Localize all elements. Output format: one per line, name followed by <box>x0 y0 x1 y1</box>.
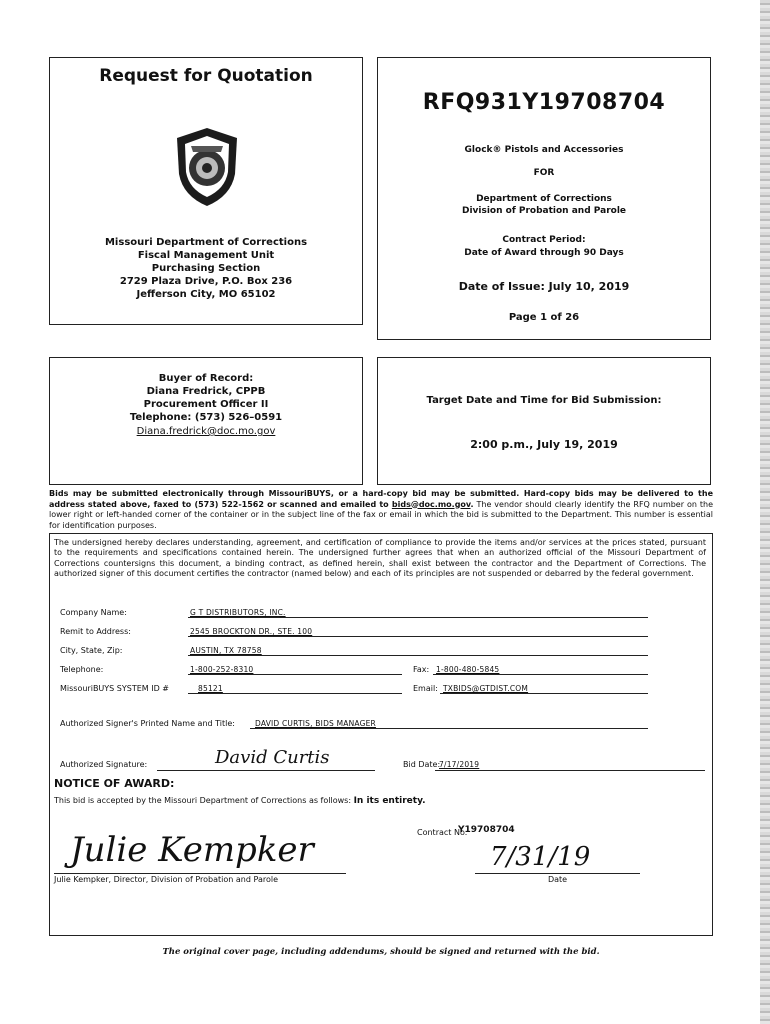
for-label: FOR <box>533 168 555 178</box>
sysid-value[interactable]: 85121 <box>198 684 223 693</box>
contract-period-label: Contract Period: <box>502 235 586 245</box>
department-line-1: Department of Corrections <box>476 194 612 204</box>
agency-line-5: Jefferson City, MO 65102 <box>136 289 276 300</box>
agency-line-2: Fiscal Management Unit <box>137 250 275 261</box>
email-value[interactable]: TXBIDS@GTDIST.COM <box>443 684 529 693</box>
buyer-name: Diana Fredrick, CPPB <box>146 386 266 397</box>
signer-label: Authorized Signer's Printed Name and Title: <box>60 719 235 728</box>
bid-date-line <box>435 770 705 771</box>
award-heading: NOTICE OF AWARD: <box>54 777 175 790</box>
company-label: Company Name: <box>60 608 127 617</box>
buyer-box <box>49 357 363 485</box>
rfq-number: RFQ931Y19708704 <box>422 90 666 115</box>
signer-line <box>250 728 648 729</box>
award-date-caption: Date <box>547 875 568 884</box>
instructions-normal: The vendor should clearly identify the RFQ number on the lower right or left-handed corner of the container or in the subject line of the fax or email in which the bid is submitted to the Department. This number is essential for identification purposes. <box>49 499 714 530</box>
buyer-email-link[interactable]: Diana.fredrick@doc.mo.gov <box>136 426 276 437</box>
certification-box <box>49 533 713 936</box>
contract-no-label: Contract No. <box>417 828 468 837</box>
certification-text: The undersigned hereby declares understanding, agreement, and certification of compliance to provide the items and/or services at the prices stated, pursuant to the requirements and specifications contained herein. The undersigned further agrees that when an authorized official of the Missouri Department of Corrections countersigns this document, a binding contract, as defined herein, shall exist between the contractor and the Department of Corrections. The authorized signer of this document certifies the contractor (named below) and each of its principles are not suspended or debarred by the federal government. <box>54 538 706 578</box>
agency-line-4: 2729 Plaza Drive, P.O. Box 236 <box>119 276 293 287</box>
fax-label: Fax: <box>413 665 430 674</box>
phone-value[interactable]: 1-800-252-8310 <box>190 665 254 674</box>
award-accepted-value: In its entirety. <box>353 796 426 806</box>
sysid-label: MissouriBUYS SYSTEM ID # <box>60 684 169 693</box>
company-line <box>188 617 648 618</box>
remit-value[interactable]: 2545 BROCKTON DR., STE. 100 <box>190 627 313 636</box>
vendor-signature[interactable]: David Curtis <box>215 747 330 768</box>
product-name: Glock® Pistols and Accessories <box>464 145 624 155</box>
company-value[interactable]: G T DISTRIBUTORS, INC. <box>190 608 286 617</box>
signature-line <box>157 770 375 771</box>
buyer-label: Buyer of Record: <box>158 373 254 384</box>
signer-value[interactable]: DAVID CURTIS, BIDS MANAGER <box>255 719 376 728</box>
agency-line-1: Missouri Department of Corrections <box>104 237 308 248</box>
bids-email-link[interactable]: bids@doc.mo.gov <box>391 499 471 509</box>
footer-note: The original cover page, including addendums, should be signed and returned with the bid. <box>162 947 600 957</box>
rfq-box <box>377 57 711 340</box>
department-line-2: Division of Probation and Parole <box>461 206 627 216</box>
bid-date-value[interactable]: 7/17/2019 <box>439 760 480 769</box>
city-value[interactable]: AUSTIN, TX 78758 <box>190 646 262 655</box>
date-of-issue: Date of Issue: July 10, 2019 <box>458 280 630 293</box>
phone-line <box>188 674 402 675</box>
submission-datetime: 2:00 p.m., July 19, 2019 <box>470 438 618 451</box>
city-line <box>188 655 648 656</box>
email-label: Email: <box>413 684 438 693</box>
agency-box <box>49 57 363 325</box>
fax-value[interactable]: 1-800-480-5845 <box>436 665 500 674</box>
instructions-bold-1: Bids may be submitted electronically through MissouriBUYS, or a hard-copy bid may be submitted. Hard-copy bids may be delivered to the address stated above, faxed to (573) 522-1562 or scanned and emailed to <box>49 489 713 509</box>
agency-address <box>50 236 362 301</box>
signature-label: Authorized Signature: <box>60 760 148 769</box>
sysid-line <box>188 693 402 694</box>
submission-box <box>377 357 711 485</box>
award-date-handwritten: 7/31/19 <box>490 842 591 872</box>
buyer-title: Procurement Officer II <box>143 399 269 410</box>
submission-label: Target Date and Time for Bid Submission: <box>426 395 662 406</box>
bid-date-label: Bid Date: <box>403 760 441 769</box>
buyer-telephone: Telephone: (573) 526–0591 <box>129 412 283 423</box>
award-signature-line <box>54 873 346 874</box>
agency-seal <box>173 126 241 208</box>
agency-line-3: Purchasing Section <box>151 263 261 274</box>
award-signature: Julie Kempker <box>70 830 314 870</box>
contract-period-value: Date of Award through 90 Days <box>464 248 624 258</box>
city-label: City, State, Zip: <box>60 646 123 655</box>
award-signer-caption: Julie Kempker, Director, Division of Probation and Parole <box>54 875 278 884</box>
contract-no-value: Y19708704 <box>458 825 515 835</box>
remit-label: Remit to Address: <box>60 627 131 636</box>
award-accepted <box>54 796 704 807</box>
page-title: Request for Quotation <box>99 66 313 86</box>
phone-label: Telephone: <box>60 665 104 674</box>
page-edge-scan <box>760 0 770 1024</box>
remit-line <box>188 636 648 637</box>
submission-instructions <box>49 489 713 531</box>
email-line <box>440 693 648 694</box>
fax-line <box>433 674 648 675</box>
instructions-bold-2: . <box>470 499 474 509</box>
award-date-line <box>475 873 640 874</box>
award-accepted-text: This bid is accepted by the Missouri Department of Corrections as follows: <box>54 796 352 805</box>
page-info: Page 1 of 26 <box>508 312 580 323</box>
